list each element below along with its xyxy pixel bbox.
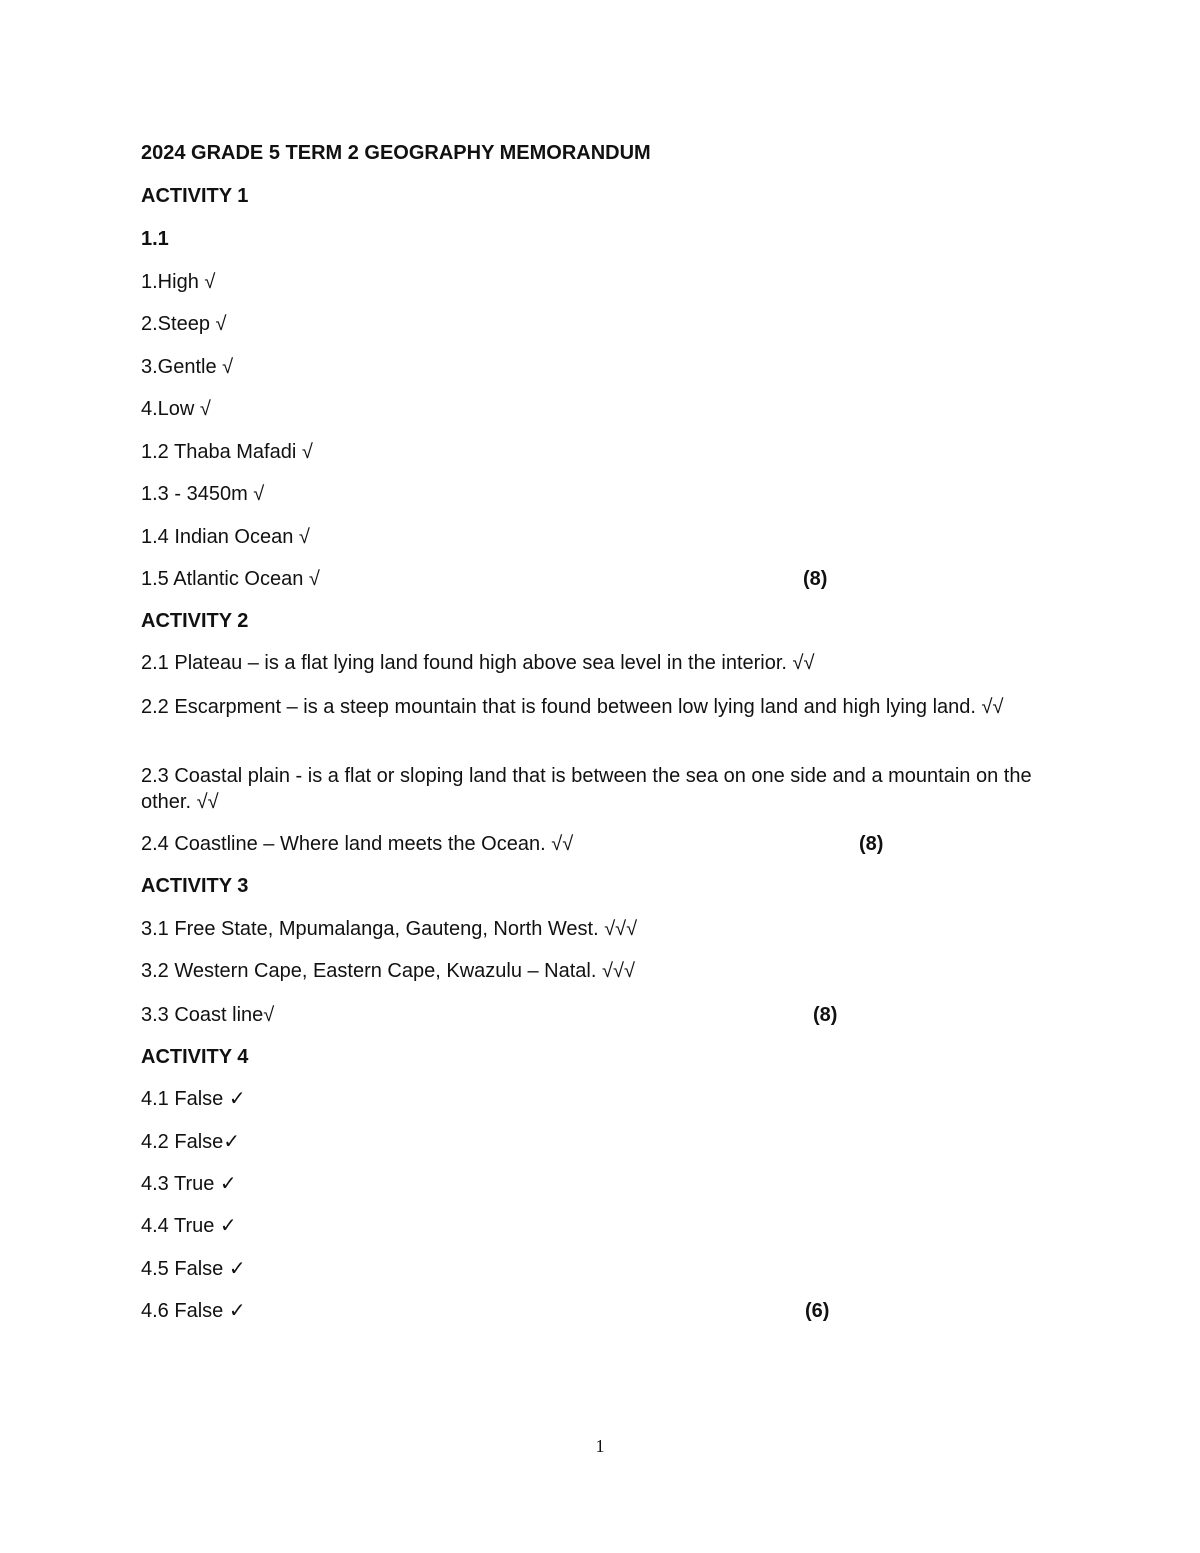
activity-2-heading: ACTIVITY 2 (141, 610, 249, 632)
activity-1-heading: ACTIVITY 1 (141, 185, 249, 207)
activity-1-marks: (8) (803, 568, 828, 590)
answer-line: 4.4 True ✓ (141, 1215, 237, 1237)
answer-line: 1.2 Thaba Mafadi √ (141, 441, 313, 463)
page-number: 1 (595, 1436, 605, 1456)
answer-line: 4.6 False ✓ (141, 1300, 246, 1322)
answer-line: 2.1 Plateau – is a flat lying land found high above sea level in the interior. √√ (141, 652, 815, 674)
answer-line: 4.2 False✓ (141, 1131, 241, 1153)
answer-line: 1.High √ (141, 271, 216, 293)
activity-4-marks: (6) (805, 1300, 830, 1322)
answer-line: 3.2 Western Cape, Eastern Cape, Kwazulu – Natal. √√√ (141, 960, 635, 982)
activity-3-heading: ACTIVITY 3 (141, 875, 249, 897)
answer-line: 3.1 Free State, Mpumalanga, Gauteng, North West. √√√ (141, 918, 638, 940)
answer-line: 2.3 Coastal plain - is a flat or sloping land that is between the sea on one side and a mountain on the other. √√ (141, 765, 1032, 813)
answer-line: 1.5 Atlantic Ocean √ (141, 568, 320, 590)
activity-1-subheading: 1.1 (141, 228, 169, 250)
answer-line: 1.3 - 3450m √ (141, 483, 265, 505)
activity-3-marks: (8) (813, 1004, 838, 1026)
answer-line: 4.1 False ✓ (141, 1088, 246, 1110)
answer-line: 1.4 Indian Ocean √ (141, 526, 310, 548)
answer-line: 2.Steep √ (141, 313, 227, 335)
answer-line: 4.3 True ✓ (141, 1173, 237, 1195)
document-title: 2024 GRADE 5 TERM 2 GEOGRAPHY MEMORANDUM (141, 142, 651, 164)
answer-line: 4.5 False ✓ (141, 1258, 246, 1280)
answer-line: 2.4 Coastline – Where land meets the Ocean. √√ (141, 833, 574, 855)
activity-4-heading: ACTIVITY 4 (141, 1046, 249, 1068)
answer-line: 3.Gentle √ (141, 356, 234, 378)
activity-2-marks: (8) (859, 833, 884, 855)
answer-line: 3.3 Coast line√ (141, 1004, 275, 1026)
answer-line: 4.Low √ (141, 398, 211, 420)
answer-line: 2.2 Escarpment – is a steep mountain that is found between low lying land and high lying land. √√ (141, 696, 1004, 718)
